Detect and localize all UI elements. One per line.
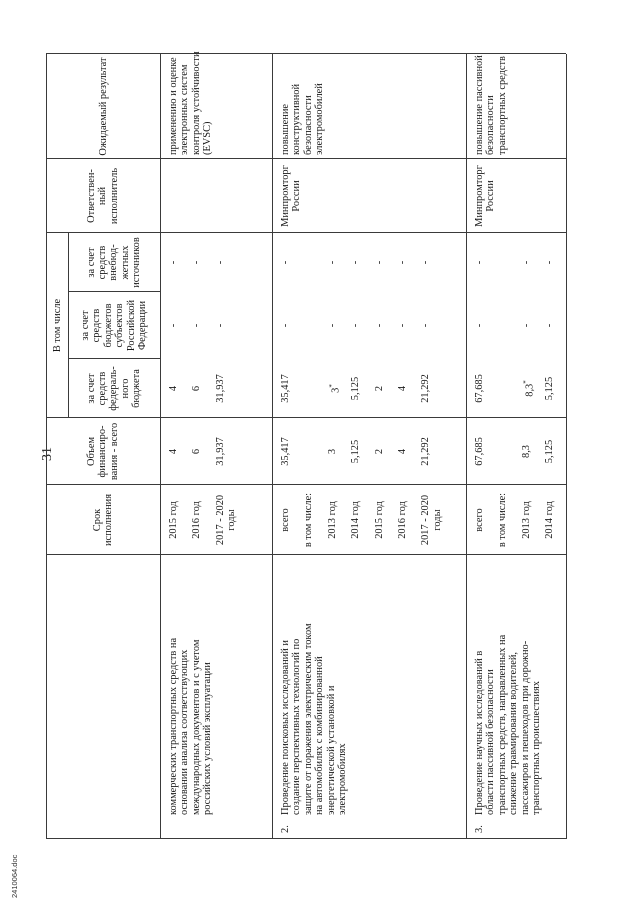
row-separator-1 bbox=[466, 54, 467, 839]
cell-offbudget: - bbox=[474, 260, 485, 265]
cell-offbudget: - bbox=[397, 260, 408, 265]
row-result-line: безопасности bbox=[485, 95, 497, 155]
cell-subjects: - bbox=[191, 323, 203, 328]
cell-term: 2014 год bbox=[544, 501, 556, 539]
cell-term: 2013 год bbox=[326, 501, 338, 539]
cell-offbudget: - bbox=[350, 260, 362, 265]
cell-term: 2017 - 2020 bbox=[214, 494, 226, 546]
cell-subjects: - bbox=[350, 323, 362, 328]
cell-offbudget: - bbox=[191, 260, 203, 265]
row-result-line: конструктивной bbox=[291, 83, 303, 155]
row-name-line: транспортных средств, направленных на bbox=[496, 634, 508, 815]
cell-total: 4 bbox=[397, 448, 408, 455]
table-bottom-line bbox=[566, 54, 567, 839]
cell-federal: 5,125 bbox=[350, 376, 362, 401]
cell-subjects: - bbox=[420, 323, 432, 328]
row-result-line: безопасности bbox=[302, 95, 314, 155]
col-name-term bbox=[46, 554, 566, 555]
row-name-line: международных документов и с учетом bbox=[190, 639, 202, 815]
cell-total: 5,125 bbox=[350, 439, 362, 464]
cell-federal: 8,3* bbox=[521, 380, 536, 397]
col-total-fed bbox=[46, 417, 566, 418]
file-footer bbox=[10, 838, 22, 898]
cell-term: 2016 год bbox=[191, 501, 203, 539]
cell-subjects: - bbox=[373, 323, 385, 328]
col-right-edge bbox=[46, 53, 566, 54]
col-exec-left bbox=[46, 232, 566, 233]
row-executor-line: России bbox=[485, 180, 497, 212]
cell-federal: 2 bbox=[373, 385, 385, 392]
cell-term: в том числе: bbox=[303, 492, 315, 548]
cell-federal: 5,125 bbox=[544, 376, 556, 401]
page-number: 31 bbox=[40, 447, 55, 461]
cell-total: 4 bbox=[168, 448, 179, 455]
col-subj-off bbox=[68, 291, 160, 292]
cell-offbudget: - bbox=[520, 260, 532, 265]
row-result-line: электронных систем bbox=[179, 64, 191, 155]
header-offbudget: за счет средств внебюд-жетных источников bbox=[85, 237, 143, 288]
footnote-mark: * bbox=[327, 384, 336, 388]
cell-offbudget: - bbox=[373, 260, 385, 265]
header-term: Срок исполнения bbox=[91, 493, 114, 547]
header-incl: В том числе bbox=[51, 298, 63, 353]
col-exec-res bbox=[46, 158, 566, 159]
cell-term: 2017 - 2020 bbox=[420, 494, 432, 546]
cell-subjects: - bbox=[168, 323, 179, 328]
cell-subjects: - bbox=[397, 323, 408, 328]
row-name-line: Проведение научных исследований в bbox=[474, 650, 485, 815]
cell-total: 35,417 bbox=[280, 437, 291, 466]
row-name-line: энергетической установкой и bbox=[325, 685, 337, 815]
row-number: 3. bbox=[474, 825, 485, 833]
cell-term: годы bbox=[226, 509, 238, 531]
col-fed-subj bbox=[68, 358, 160, 359]
cell-federal: 31,937 bbox=[214, 374, 226, 403]
cell-offbudget: - bbox=[280, 260, 291, 265]
cell-total: 67,685 bbox=[474, 437, 485, 466]
row-result-line: повышение bbox=[280, 104, 291, 155]
cell-offbudget: - bbox=[214, 260, 226, 265]
header-total: Объем финансиро-вания - всего bbox=[86, 422, 120, 481]
header-bottom-line bbox=[160, 54, 161, 839]
cell-subjects: - bbox=[520, 323, 532, 328]
header-top-line bbox=[46, 54, 47, 839]
cell-term: 2014 год bbox=[350, 501, 362, 539]
cell-offbudget: - bbox=[326, 260, 338, 265]
cell-federal: 21,292 bbox=[420, 374, 432, 403]
cell-subjects: - bbox=[544, 323, 556, 328]
cell-subjects: - bbox=[474, 323, 485, 328]
row-name-line: создание перспективных технологий по bbox=[291, 638, 303, 815]
cell-subjects: - bbox=[280, 323, 291, 328]
row-executor-line: Минпромторг bbox=[474, 165, 485, 227]
row-name-line: снижение травмирования водителей, bbox=[508, 651, 520, 815]
incl-sub-line bbox=[68, 233, 69, 418]
cell-federal: 35,417 bbox=[280, 374, 291, 403]
row-name-line: коммерческих транспортных средств на bbox=[168, 637, 179, 815]
cell-term: всего bbox=[474, 508, 485, 532]
cell-subjects: - bbox=[214, 323, 226, 328]
row-name-line: российских условий эксплуатации bbox=[202, 662, 214, 815]
cell-total: 5,125 bbox=[544, 439, 556, 464]
row-name-line: Проведение поисковых исследований и bbox=[280, 640, 291, 815]
footnote-mark: * bbox=[521, 380, 530, 384]
row-name-line: электромобилях bbox=[337, 743, 348, 815]
row-name-line: основании анализа соответствующих bbox=[179, 649, 191, 815]
row-result-line: применению и оценке bbox=[168, 57, 179, 155]
col-term-total bbox=[46, 484, 566, 485]
cell-total: 2 bbox=[373, 448, 385, 455]
cell-total: 8,3 bbox=[520, 445, 532, 458]
cell-federal: 3* bbox=[327, 384, 342, 393]
cell-offbudget: - bbox=[420, 260, 432, 265]
cell-total: 6 bbox=[191, 448, 203, 455]
header-federal: за счет средств федераль-ного бюджета bbox=[85, 366, 143, 411]
cell-term: годы bbox=[431, 509, 443, 531]
cell-term: 2015 год bbox=[168, 501, 179, 539]
row-name-line: пассажиров и пешеходов при дорожно- bbox=[519, 640, 531, 815]
cell-term: 2013 год bbox=[520, 501, 532, 539]
header-subjects: за счет средств бюджетов субъектов Российской Федерации bbox=[80, 299, 149, 352]
cell-total: 31,937 bbox=[214, 437, 226, 466]
row-separator-0 bbox=[272, 54, 273, 839]
header-executor: Ответствен-ный исполнитель bbox=[86, 167, 120, 225]
row-executor-line: Минпромторг bbox=[280, 165, 291, 227]
cell-total: 21,292 bbox=[420, 437, 432, 466]
cell-offbudget: - bbox=[168, 260, 179, 265]
file-name: 2410064.doc bbox=[10, 854, 19, 898]
row-result-line: (EVSC) bbox=[202, 121, 214, 155]
col-left-edge bbox=[46, 838, 566, 839]
cell-subjects: - bbox=[326, 323, 338, 328]
cell-federal: 6 bbox=[191, 385, 203, 392]
row-name-line: области пассивной безопасности bbox=[485, 669, 497, 815]
row-number: 2. bbox=[280, 825, 291, 833]
cell-term: в том числе: bbox=[497, 492, 509, 548]
cell-federal: 67,685 bbox=[474, 374, 485, 403]
cell-total: 3 bbox=[326, 448, 338, 455]
header-result: Ожидаемый результат bbox=[97, 57, 109, 156]
row-result-line: электромобилей bbox=[314, 83, 326, 155]
row-result-line: повышение пассивной bbox=[474, 55, 485, 155]
cell-federal: 4 bbox=[168, 385, 179, 392]
row-name-line: защите от поражения электрическим током bbox=[302, 623, 314, 815]
row-executor-line: России bbox=[291, 180, 303, 212]
cell-term: 2015 год bbox=[373, 501, 385, 539]
cell-federal: 4 bbox=[397, 385, 408, 392]
cell-term: 2016 год bbox=[397, 501, 408, 539]
cell-term: всего bbox=[280, 508, 291, 532]
row-name-line: транспортных происшествиях bbox=[531, 681, 542, 815]
row-result-line: транспортных средств bbox=[496, 56, 508, 155]
cell-offbudget: - bbox=[544, 260, 556, 265]
row-name-line: на автомобилях с комбинированной bbox=[314, 656, 326, 815]
row-result-line: контроля устойчивости bbox=[190, 51, 202, 155]
